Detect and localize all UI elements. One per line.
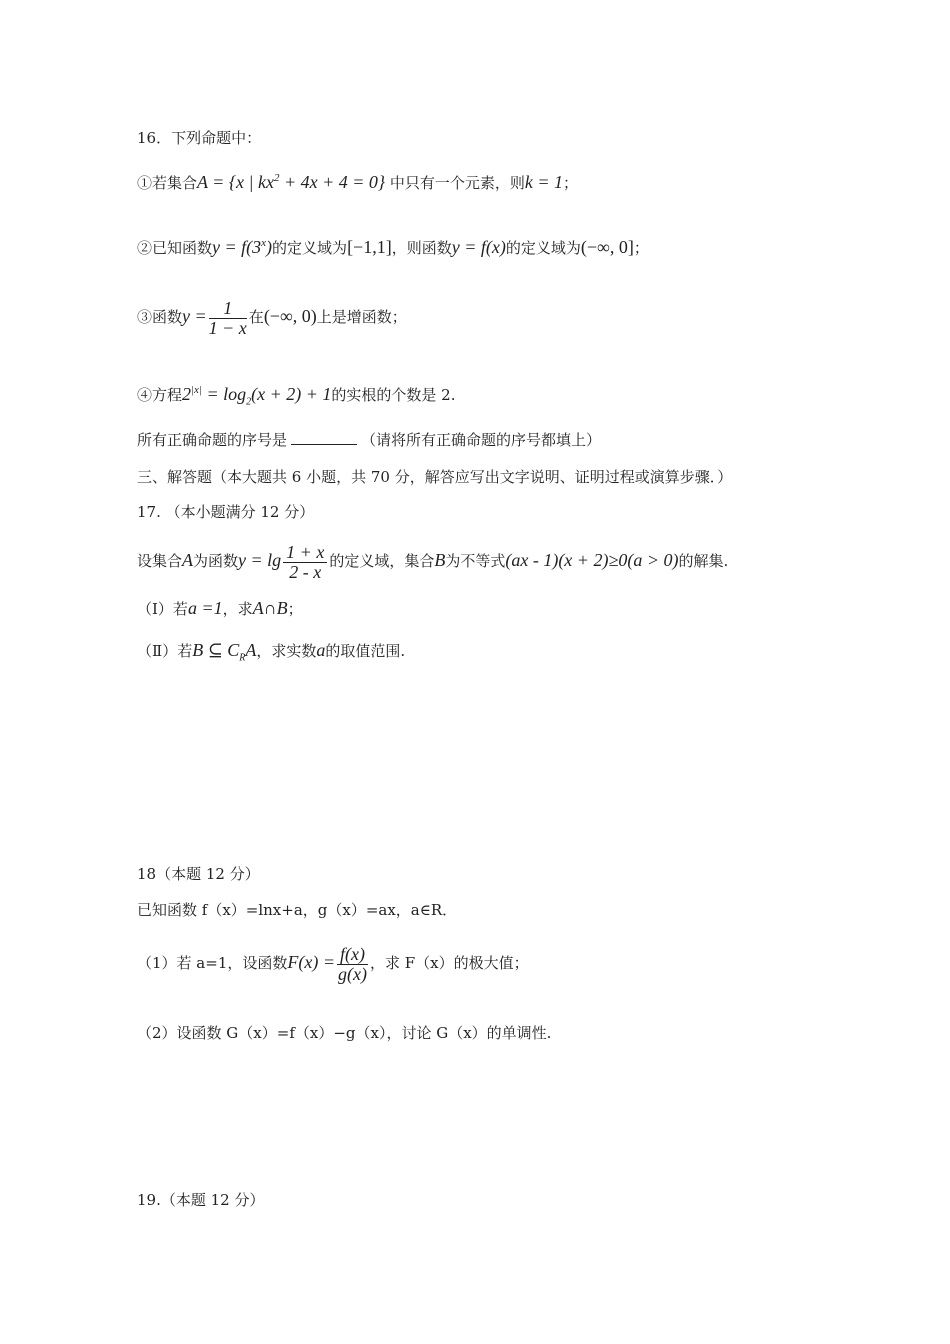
q16-answer-line: 所有正确命题的序号是 （请将所有正确命题的序号都填上）: [137, 431, 602, 449]
q17-part-1: （Ⅰ）若a =1，求A∩B；: [137, 598, 303, 618]
q16-item2-domain1: [−1,1]: [347, 237, 392, 257]
q16-item1-lead: ①若集合: [137, 174, 198, 192]
section-3-heading: 三、解答题（本大题共 6 小题，共 70 分，解答应写出文字说明、证明过程或演算步骤．）: [137, 468, 733, 486]
q16-item3-interval: (−∞, 0): [263, 306, 317, 326]
q17-part-2: （Ⅱ）若B ⊆ $C_RA$，求实数a的取值范围.: [137, 640, 406, 664]
q18-title: 18（本题 12 分）: [137, 865, 260, 883]
q18-part-1: （1）若 a=1，设函数F(x) = $\frac{f(x)}{g(x)}$ ，求 F（x）的极大值；: [137, 943, 529, 984]
q17-inequality: (ax - 1)(x + 2)≥0(a > 0): [505, 550, 679, 570]
q17-part2-condition: B ⊆ $C_RA$: [192, 640, 257, 664]
q16-title: 16．下列命题中：: [137, 129, 262, 147]
q16-item3-fraction: $\frac{1}{1 - x}$: [208, 297, 247, 338]
q16-item1-cond: k = 1: [524, 172, 564, 192]
answer-blank: [291, 430, 357, 445]
q18-fraction: $\frac{f(x)}{g(x)}$: [338, 943, 367, 984]
q18-F: F(x) =: [287, 952, 335, 972]
q18-stem: 已知函数 f（x）=lnx+a，g（x）=ax，a∈R．: [137, 901, 458, 919]
q16-item-1: ①若集合A = {x | $kx^2 + 4x + 4 = 0$} 中只有一个元素，则k = 1；: [137, 172, 579, 192]
q16-item1-mid: 中只有一个元素，则: [389, 174, 525, 192]
q18-part-2: （2）设函数 G（x）=f（x）−g（x），讨论 G（x）的单调性.: [137, 1024, 552, 1042]
q16-item2-fn2: y = f(x): [451, 237, 506, 257]
q17-fraction: $\frac{1 + x}{2 - x}$: [283, 543, 327, 582]
q19-title: 19.（本题 12 分）: [137, 1191, 265, 1209]
q16-item2-domain2: (−∞, 0]: [580, 237, 634, 257]
q16-item3-y: y =: [182, 306, 207, 326]
q16-item-2: ②已知函数$y = f(3^x)$的定义域为[−1,1]，则函数y = f(x)的定义域为(−∞, 0]；: [137, 237, 649, 257]
q16-item1-set: A = {x | $kx^2 + 4x + 4 = 0$}: [197, 172, 386, 192]
q17-title: 17. （本小题满分 12 分）: [137, 503, 315, 521]
q17-stem: 设集合A为函数y = lg $\frac{1 + x}{2 - x}$ 的定义域，集合B为不等式(ax - 1)(x + 2)≥0(a > 0)的解集.: [137, 541, 729, 582]
q17-function: y = lg: [238, 550, 282, 570]
q16-item4-equation: $2^{|x|} = \log_2(x + 2) + 1$: [182, 384, 332, 408]
q16-item-3: ③函数y = $\frac{1}{1 - x}$ 在(−∞, 0)上是增函数；: [137, 297, 407, 338]
q16-item2-fn1: $y = f(3^x)$: [212, 237, 273, 257]
q16-item-4: ④方程$2^{|x|} = \log_2(x + 2) + 1$的实根的个数是 2.: [137, 384, 456, 408]
